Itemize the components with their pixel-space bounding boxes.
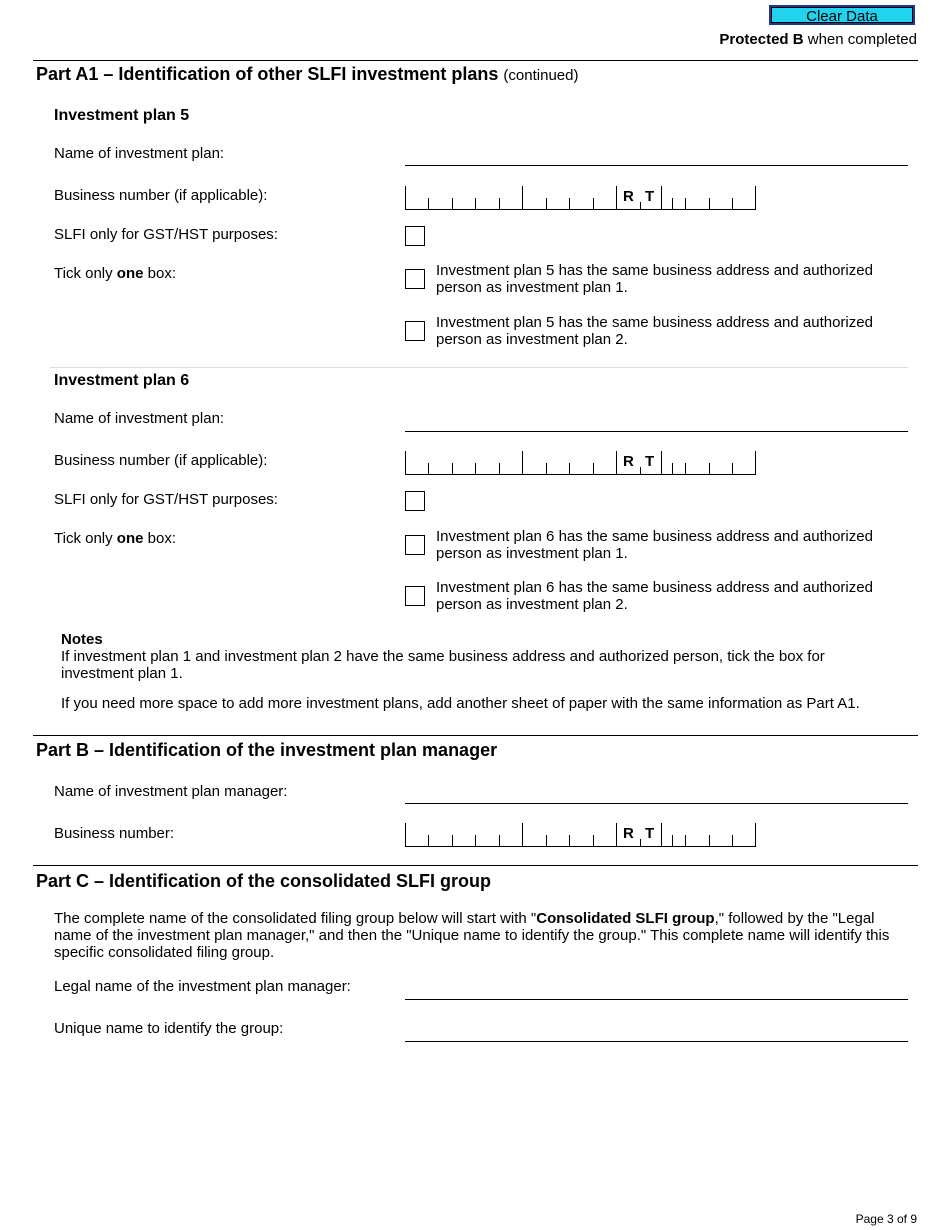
plan6-option2-text: Investment plan 6 has the same business address and authorized person as investment plan 2. xyxy=(436,579,873,613)
plan5-option2-text: Investment plan 5 has the same business address and authorized person as investment plan 2. xyxy=(436,314,873,348)
bn-digit-separator xyxy=(709,198,710,210)
note-2: If you need more space to add more investment plans, add another sheet of paper with the same information as Part A1. xyxy=(61,695,860,712)
bn-digit-separator xyxy=(475,463,476,475)
legal-name-label: Legal name of the investment plan manager: xyxy=(54,978,351,995)
plan-divider xyxy=(50,367,908,368)
bn-digit-separator xyxy=(593,198,594,210)
bn-digit-separator xyxy=(405,451,406,475)
plan5-option2-checkbox[interactable] xyxy=(405,321,425,341)
bn-program-separator xyxy=(661,823,662,847)
bn-baseline xyxy=(405,209,755,210)
bn-baseline xyxy=(405,846,755,847)
bn-digit-separator xyxy=(522,451,523,475)
intro-pre: The complete name of the consolidated filing group below will start with " xyxy=(54,910,537,927)
bn-digit-separator xyxy=(593,835,594,847)
bn-digit-separator xyxy=(685,198,686,210)
plan5-slfi-checkbox[interactable] xyxy=(405,226,425,246)
bn-digit-separator xyxy=(685,463,686,475)
intro-post: ," followed by the "Legal name of the investment plan manager," and then the "Unique name to identify the group." This complete name will identify this specific consolidated filing group. xyxy=(54,910,890,961)
bn-digit-separator xyxy=(499,835,500,847)
bn-program-separator xyxy=(640,839,641,847)
bn-digit-separator xyxy=(593,463,594,475)
bn-digit-separator xyxy=(452,463,453,475)
bn-letter-t: T xyxy=(645,825,655,842)
bn-digit-separator xyxy=(709,463,710,475)
bn-digit-separator xyxy=(732,835,733,847)
notes-heading: Notes xyxy=(61,631,103,648)
bn-digit-separator xyxy=(475,835,476,847)
manager-bn-field[interactable] xyxy=(405,823,755,847)
bn-digit-separator xyxy=(709,835,710,847)
bn-program-separator xyxy=(640,467,641,475)
bn-digit-separator xyxy=(452,198,453,210)
bn-digit-separator xyxy=(755,823,756,847)
plan6-tick-label xyxy=(54,530,176,547)
bn-letter-t: T xyxy=(645,453,655,470)
bn-program-separator xyxy=(616,451,617,475)
bn-digit-separator xyxy=(546,198,547,210)
bn-digit-separator xyxy=(685,835,686,847)
bn-program-separator xyxy=(616,823,617,847)
plan5-slfi-label: SLFI only for GST/HST purposes: xyxy=(54,226,278,243)
protected-suffix: when completed xyxy=(803,31,917,48)
bn-digit-separator xyxy=(755,186,756,210)
tick-bold: one xyxy=(116,265,144,282)
bn-program-separator xyxy=(661,451,662,475)
plan6-title: Investment plan 6 xyxy=(54,372,190,389)
bn-digit-separator xyxy=(672,198,673,210)
page-number: Page 3 of 9 xyxy=(855,1212,917,1226)
intro-bold: Consolidated SLFI group xyxy=(536,910,715,927)
tick-pre: Tick only xyxy=(54,530,117,547)
tick-pre: Tick only xyxy=(54,265,117,282)
plan6-bn-field[interactable] xyxy=(405,451,755,475)
plan5-tick-label xyxy=(54,265,176,282)
part-a1-title-text: Part A1 – Identification of other SLFI investment plans xyxy=(36,64,499,84)
plan5-name-label: Name of investment plan: xyxy=(54,145,225,162)
bn-program-separator xyxy=(640,202,641,210)
part-b-title: Part B – Identification of the investment plan manager xyxy=(36,740,498,760)
clear-data-button[interactable]: Clear Data xyxy=(769,5,915,25)
bn-letter-r: R xyxy=(623,825,634,842)
bn-digit-separator xyxy=(405,823,406,847)
bn-digit-separator xyxy=(546,835,547,847)
divider xyxy=(33,735,918,736)
plan6-option1-checkbox[interactable] xyxy=(405,535,425,555)
bn-letter-r: R xyxy=(623,188,634,205)
plan6-name-label: Name of investment plan: xyxy=(54,410,225,427)
bn-digit-separator xyxy=(755,451,756,475)
protected-notice xyxy=(719,31,917,48)
bn-digit-separator xyxy=(672,463,673,475)
plan5-title: Investment plan 5 xyxy=(54,107,190,124)
manager-bn-label: Business number: xyxy=(54,825,175,842)
tick-post: box: xyxy=(143,265,176,282)
bn-digit-separator xyxy=(428,463,429,475)
bn-digit-separator xyxy=(672,835,673,847)
part-c-title: Part C – Identification of the consolidated SLFI group xyxy=(36,871,492,891)
part-c-intro xyxy=(54,910,904,961)
bn-digit-separator xyxy=(452,835,453,847)
bn-digit-separator xyxy=(546,463,547,475)
continued-label: (continued) xyxy=(503,67,579,84)
bn-digit-separator xyxy=(475,198,476,210)
manager-name-label: Name of investment plan manager: xyxy=(54,783,288,800)
protected-level: Protected B xyxy=(719,31,804,48)
divider xyxy=(33,60,918,61)
tick-bold: one xyxy=(116,530,144,547)
plan6-name-input[interactable] xyxy=(405,431,908,432)
divider xyxy=(33,865,918,866)
bn-digit-separator xyxy=(428,198,429,210)
bn-digit-separator xyxy=(522,186,523,210)
bn-digit-separator xyxy=(569,198,570,210)
notes-title xyxy=(61,631,901,648)
bn-letter-t: T xyxy=(645,188,655,205)
tick-post: box: xyxy=(143,530,176,547)
bn-program-separator xyxy=(616,186,617,210)
note-1: If investment plan 1 and investment plan 2 have the same business address and authorized person, tick the box for investment plan 1. xyxy=(61,648,825,682)
part-a1-title xyxy=(36,64,578,85)
plan6-option1-text: Investment plan 6 has the same business address and authorized person as investment plan 1. xyxy=(436,528,873,562)
bn-program-separator xyxy=(661,186,662,210)
plan5-name-input[interactable] xyxy=(405,165,908,166)
plan5-option1-checkbox[interactable] xyxy=(405,269,425,289)
bn-digit-separator xyxy=(732,198,733,210)
bn-baseline xyxy=(405,474,755,475)
plan6-slfi-label: SLFI only for GST/HST purposes: xyxy=(54,491,278,508)
bn-digit-separator xyxy=(499,463,500,475)
plan6-bn-label: Business number (if applicable): xyxy=(54,452,268,469)
bn-digit-separator xyxy=(569,463,570,475)
plan5-bn-field[interactable] xyxy=(405,186,755,210)
bn-digit-separator xyxy=(522,823,523,847)
unique-name-label: Unique name to identify the group: xyxy=(54,1020,284,1037)
bn-digit-separator xyxy=(428,835,429,847)
bn-digit-separator xyxy=(499,198,500,210)
plan5-option1-text: Investment plan 5 has the same business address and authorized person as investment plan 1. xyxy=(436,262,873,296)
manager-name-input[interactable] xyxy=(405,803,908,804)
plan6-slfi-checkbox[interactable] xyxy=(405,491,425,511)
bn-digit-separator xyxy=(569,835,570,847)
bn-letter-r: R xyxy=(623,453,634,470)
unique-name-input[interactable] xyxy=(405,1041,908,1042)
bn-digit-separator xyxy=(405,186,406,210)
bn-digit-separator xyxy=(732,463,733,475)
plan6-option2-checkbox[interactable] xyxy=(405,586,425,606)
legal-name-input[interactable] xyxy=(405,999,908,1000)
plan5-bn-label: Business number (if applicable): xyxy=(54,187,268,204)
